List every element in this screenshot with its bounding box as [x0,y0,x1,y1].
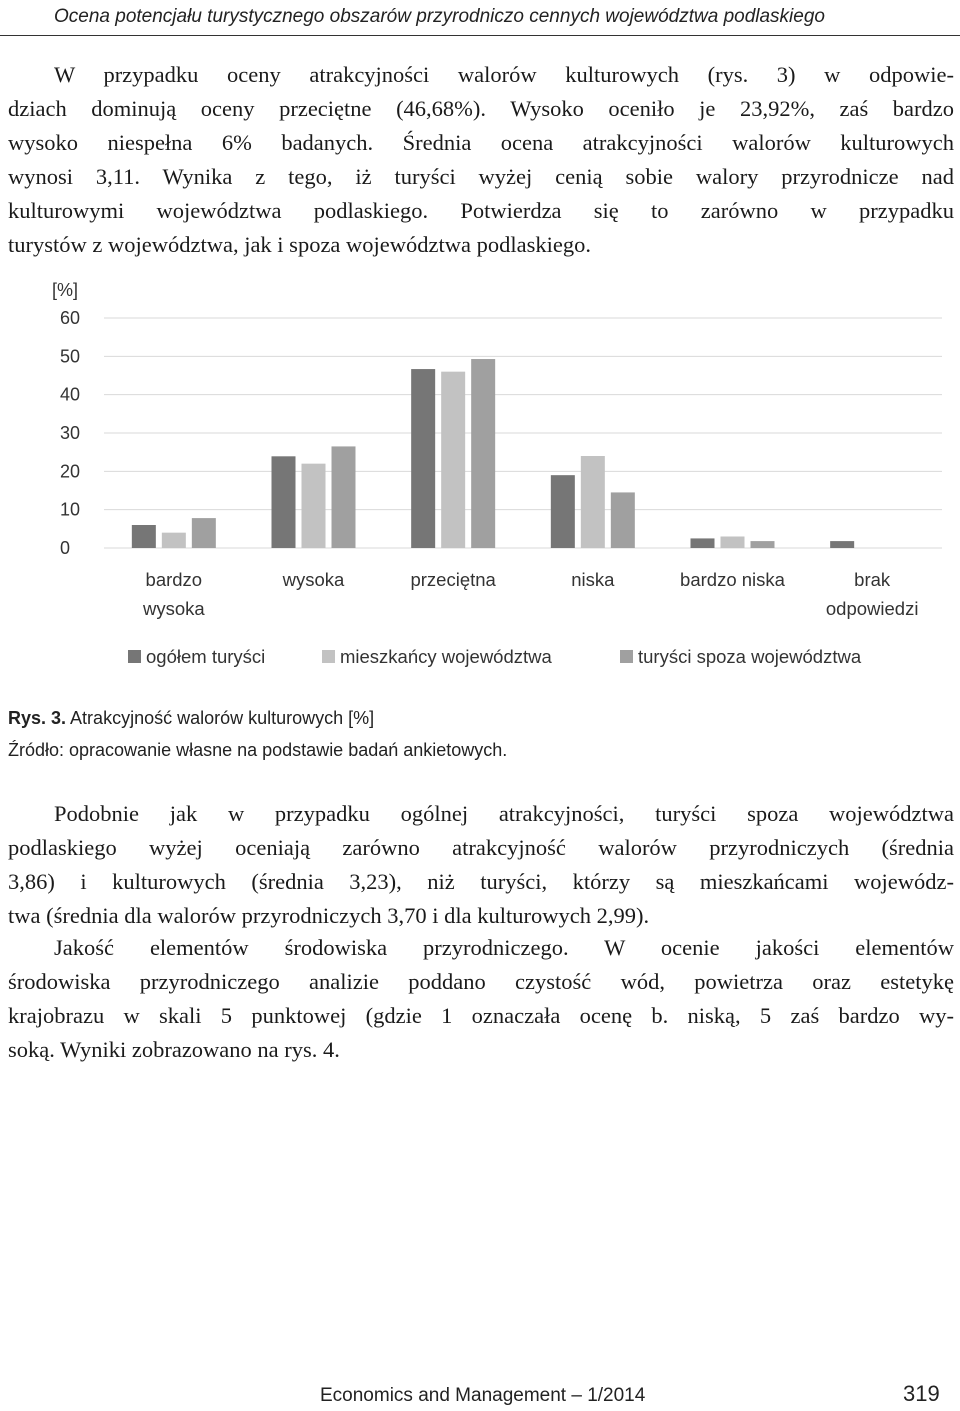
y-tick-label: 50 [60,346,81,367]
paragraph-line: turystów z województwa, jak i spoza województwa podlaskiego. [8,232,591,257]
x-tick-label: niska [571,569,615,590]
paragraph-line: dziach dominują oceny przeciętne (46,68%). Wysoko oceniło je 23,92%, zaś bardzo [8,96,954,121]
x-tick-label: przeciętna [410,569,496,590]
paragraph-2 [8,797,954,933]
legend-swatch [620,650,633,663]
bar [751,541,775,548]
paragraph-line: soką. Wyniki zobrazowano na rys. 4. [8,1037,340,1062]
legend-label: mieszkańcy województwa [340,646,552,667]
y-tick-label: 20 [60,461,81,482]
y-tick-label: 10 [60,499,81,520]
bar [441,372,465,548]
figure-caption [8,707,374,729]
bar [581,456,605,548]
paragraph-line: wysoko niespełna 6% badanych. Średnia ocena atrakcyjności walorów kulturowych [8,130,954,155]
paragraph-line: wynosi 3,11. Wynika z tego, iż turyści wyżej cenią sobie walory przyrodnicze nad [8,164,954,189]
y-tick-label: 40 [60,384,81,405]
bar [471,359,495,548]
legend-label: ogółem turyści [146,646,266,667]
bar [830,541,854,548]
bar [551,475,575,548]
legend-label: turyści spoza województwa [638,646,862,667]
x-tick-label: brak [854,569,891,590]
bar [192,518,216,548]
paragraph-line: 3,86) i kulturowych (średnia 3,23), niż turyści, którzy są mieszkańcami wojewódz- [8,869,954,894]
x-tick-label: wysoka [142,598,205,619]
y-tick-label: 60 [60,308,81,328]
running-head: Ocena potencjału turystycznego obszarów przyrodniczo cennych województwa podlaskiego [0,0,960,36]
bar [411,369,435,548]
bar [162,533,186,548]
paragraph-line: podlaskiego wyżej oceniają zarówno atrakcyjność walorów przyrodniczych (średnia [8,835,954,860]
page-footer [0,1381,960,1411]
x-tick-label: wysoka [282,569,345,590]
journal-name: Economics and Management – 1/2014 [320,1385,646,1406]
figure-label: Rys. 3. [8,708,67,728]
x-tick-label: bardzo [145,569,203,590]
paragraph-line: Podobnie jak w przypadku ogólnej atrakcyjności, turyści spoza województwa [54,801,954,826]
paragraph-line: Jakość elementów środowiska przyrodniczego. W ocenie jakości elementów [54,935,954,960]
bar [332,446,356,548]
page-number: 319 [903,1381,940,1406]
paragraph-line: środowiska przyrodniczego analizie poddano czystość wód, powietrza oraz estetykę [8,969,954,994]
figure-source: Źródło: opracowanie własne na podstawie badań ankietowych. [8,740,508,760]
legend-swatch [128,650,141,663]
paragraph-3 [8,931,954,1067]
bar [691,538,715,548]
paragraph-line: W przypadku oceny atrakcyjności walorów kulturowych (rys. 3) w odpowie- [54,62,954,87]
bar [302,464,326,548]
paragraph-line: twa (średnia dla walorów przyrodniczych 3,70 i dla kulturowych 2,99). [8,903,650,928]
bar [272,456,296,548]
paragraph-line: kulturowymi województwa podlaskiego. Potwierdza się to zarówno w przypadku [8,198,954,223]
x-tick-label: odpowiedzi [825,598,919,619]
y-tick-label: 30 [60,423,81,443]
y-tick-label: 0 [60,538,71,558]
bar [611,492,635,548]
bar [721,537,745,549]
figure-title: Atrakcyjność walorów kulturowych [%] [66,708,375,728]
bar [132,525,156,548]
x-tick-label: bardzo niska [680,569,785,590]
paragraph-line: krajobrazu w skali 5 punktowej (gdzie 1 oznaczała ocenę b. niską, 5 zaś bardzo wy- [8,1003,954,1028]
legend-swatch [322,650,335,663]
paragraph-1 [8,58,954,262]
bar-chart [0,270,960,700]
y-axis-unit-label: [%] [52,280,79,300]
